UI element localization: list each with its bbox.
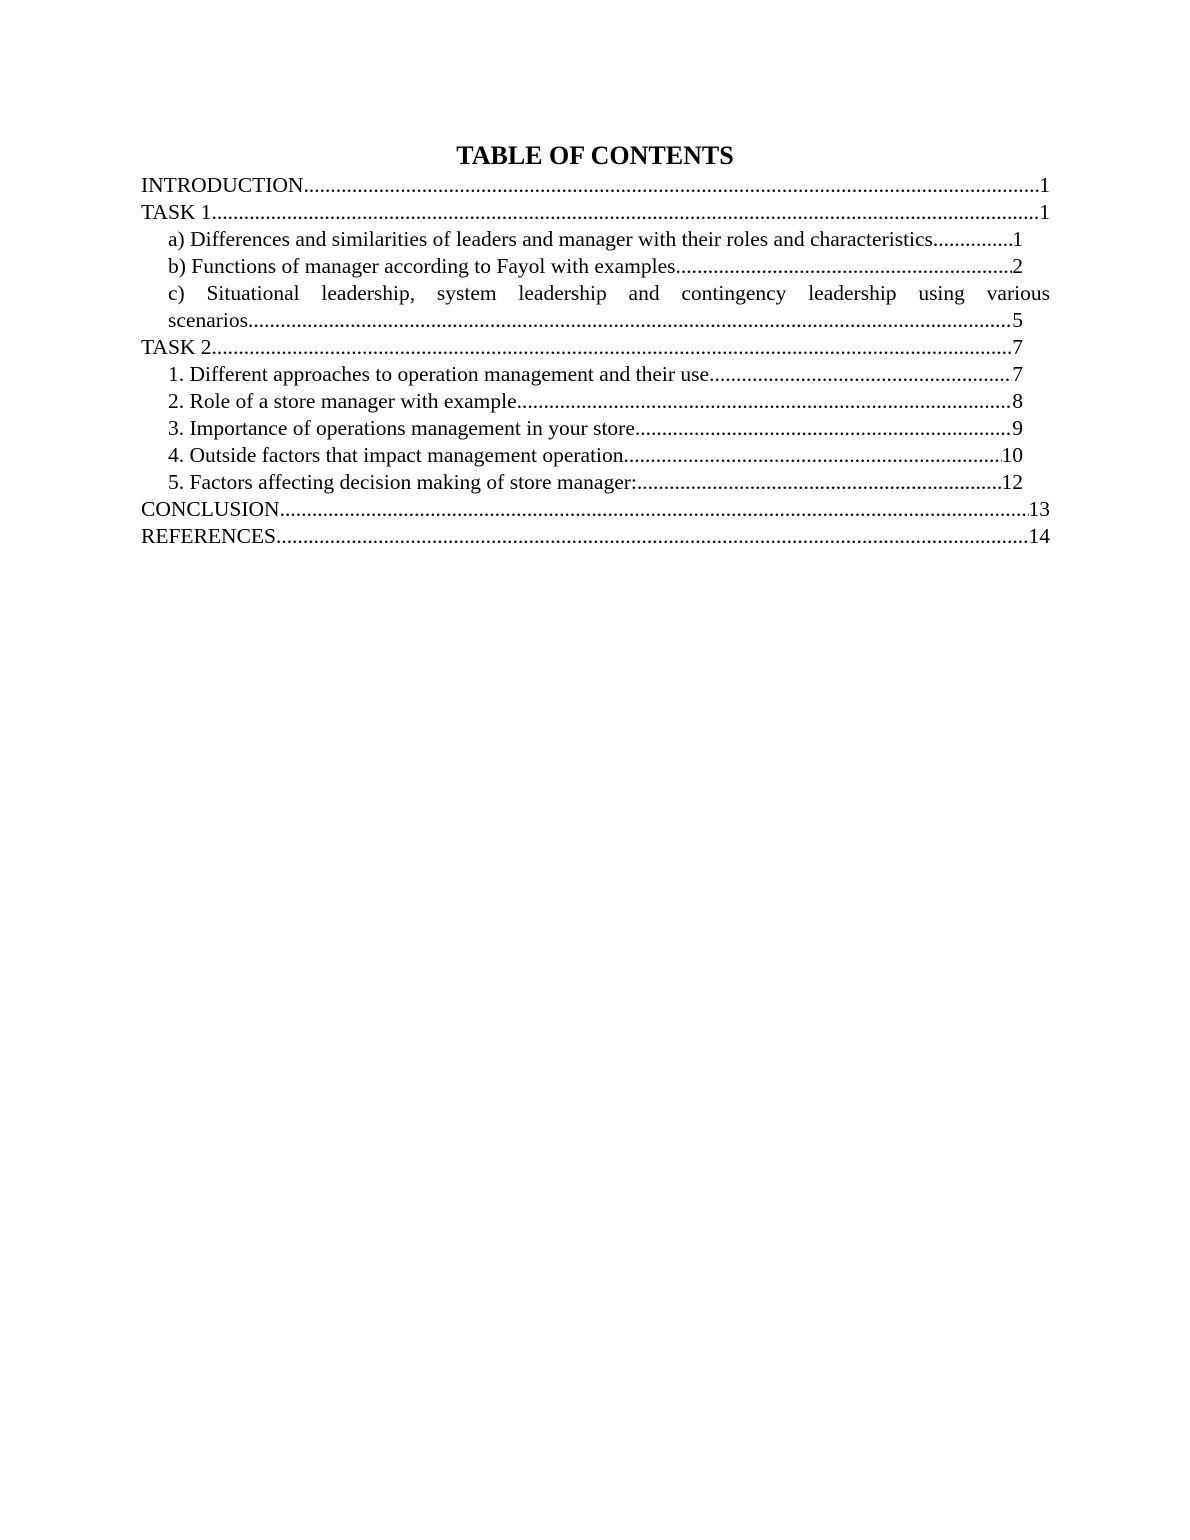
toc-entry-task-1[interactable]: [141, 199, 1050, 226]
toc-entry-label: 3. Importance of operations management in your store: [168, 416, 635, 440]
toc-entry-task-1a[interactable]: [168, 226, 1023, 253]
toc-dot-leader: [303, 172, 1039, 199]
toc-dot-leader: [517, 388, 1013, 415]
toc-entry-introduction[interactable]: [141, 172, 1050, 199]
toc-word: various: [986, 281, 1050, 305]
toc-entry-label: 2. Role of a store manager with example: [168, 389, 517, 413]
toc-entry-page: 10: [1001, 443, 1023, 467]
toc-entry-page: 7: [1012, 335, 1023, 359]
toc-entry-page: 1: [1039, 173, 1050, 197]
toc-dot-leader: [276, 523, 1029, 550]
toc-entry-label-line1: [168, 280, 1050, 307]
toc-entry-label: INTRODUCTION: [141, 173, 304, 197]
toc-entry-label: a) Differences and similarities of leaders and manager with their roles and characteristics: [168, 227, 933, 251]
toc-dot-leader: [709, 361, 1012, 388]
toc-entry-page: 1: [1039, 200, 1050, 224]
toc-entry-page: 2: [1012, 254, 1023, 278]
toc-entry-task-1b[interactable]: [168, 253, 1023, 280]
toc-word: contingency: [681, 281, 787, 305]
toc-word: system: [436, 281, 497, 305]
toc-word: leadership: [518, 281, 607, 305]
toc-entry-task-2-3[interactable]: [168, 415, 1023, 442]
toc-entry-label-line2: [168, 307, 1023, 334]
toc-word: c): [168, 281, 185, 305]
toc-entry-label: TASK 2: [141, 335, 212, 359]
toc-word: Situational: [206, 281, 300, 305]
toc-dot-leader: [676, 253, 1013, 280]
toc-entry-label: 1. Different approaches to operation management and their use: [168, 362, 710, 386]
toc-entry-page: 12: [1001, 470, 1023, 494]
toc-entry-label: CONCLUSION: [141, 497, 280, 521]
toc-entry-label: 5. Factors affecting decision making of store manager:: [168, 470, 637, 494]
toc-word: using: [918, 281, 965, 305]
toc-entry-label: 4. Outside factors that impact management operation: [168, 443, 624, 467]
toc-entry-label: REFERENCES: [141, 524, 276, 548]
toc-entry-label: scenarios: [168, 308, 248, 332]
toc-word: leadership,: [321, 281, 416, 305]
toc-entry-task-1c[interactable]: [168, 280, 1050, 334]
toc-entry-page: 9: [1012, 416, 1023, 440]
toc-entry-conclusion[interactable]: [141, 496, 1050, 523]
toc-entry-task-2-4[interactable]: [168, 442, 1023, 469]
toc-entry-task-2-5[interactable]: [168, 469, 1023, 496]
toc-dot-leader: [248, 307, 1012, 334]
toc-entry-references[interactable]: [141, 523, 1050, 550]
toc-dot-leader: [280, 496, 1029, 523]
toc-entry-page: 7: [1012, 362, 1023, 386]
toc-entry-page: 8: [1012, 389, 1023, 413]
toc-dot-leader: [624, 442, 1002, 469]
toc-entry-label: b) Functions of manager according to Fayol with examples: [168, 254, 676, 278]
toc-dot-leader: [933, 226, 1012, 253]
toc-dot-leader: [635, 415, 1012, 442]
toc-entry-page: 1: [1012, 227, 1023, 251]
toc-dot-leader: [637, 469, 1002, 496]
toc-word: leadership: [808, 281, 897, 305]
toc-dot-leader: [212, 199, 1040, 226]
toc-entry-label: TASK 1: [141, 200, 212, 224]
toc-entry-page: 13: [1028, 497, 1050, 521]
toc-word: and: [628, 281, 660, 305]
toc-title: TABLE OF CONTENTS: [456, 141, 734, 170]
toc-entry-task-2-2[interactable]: [168, 388, 1023, 415]
toc-dot-leader: [212, 334, 1013, 361]
toc-entry-task-2[interactable]: [141, 334, 1023, 361]
toc-entry-page: 5: [1012, 308, 1023, 332]
toc-entry-task-2-1[interactable]: [168, 361, 1023, 388]
toc-entry-page: 14: [1028, 524, 1050, 548]
toc-list: [141, 172, 1050, 550]
